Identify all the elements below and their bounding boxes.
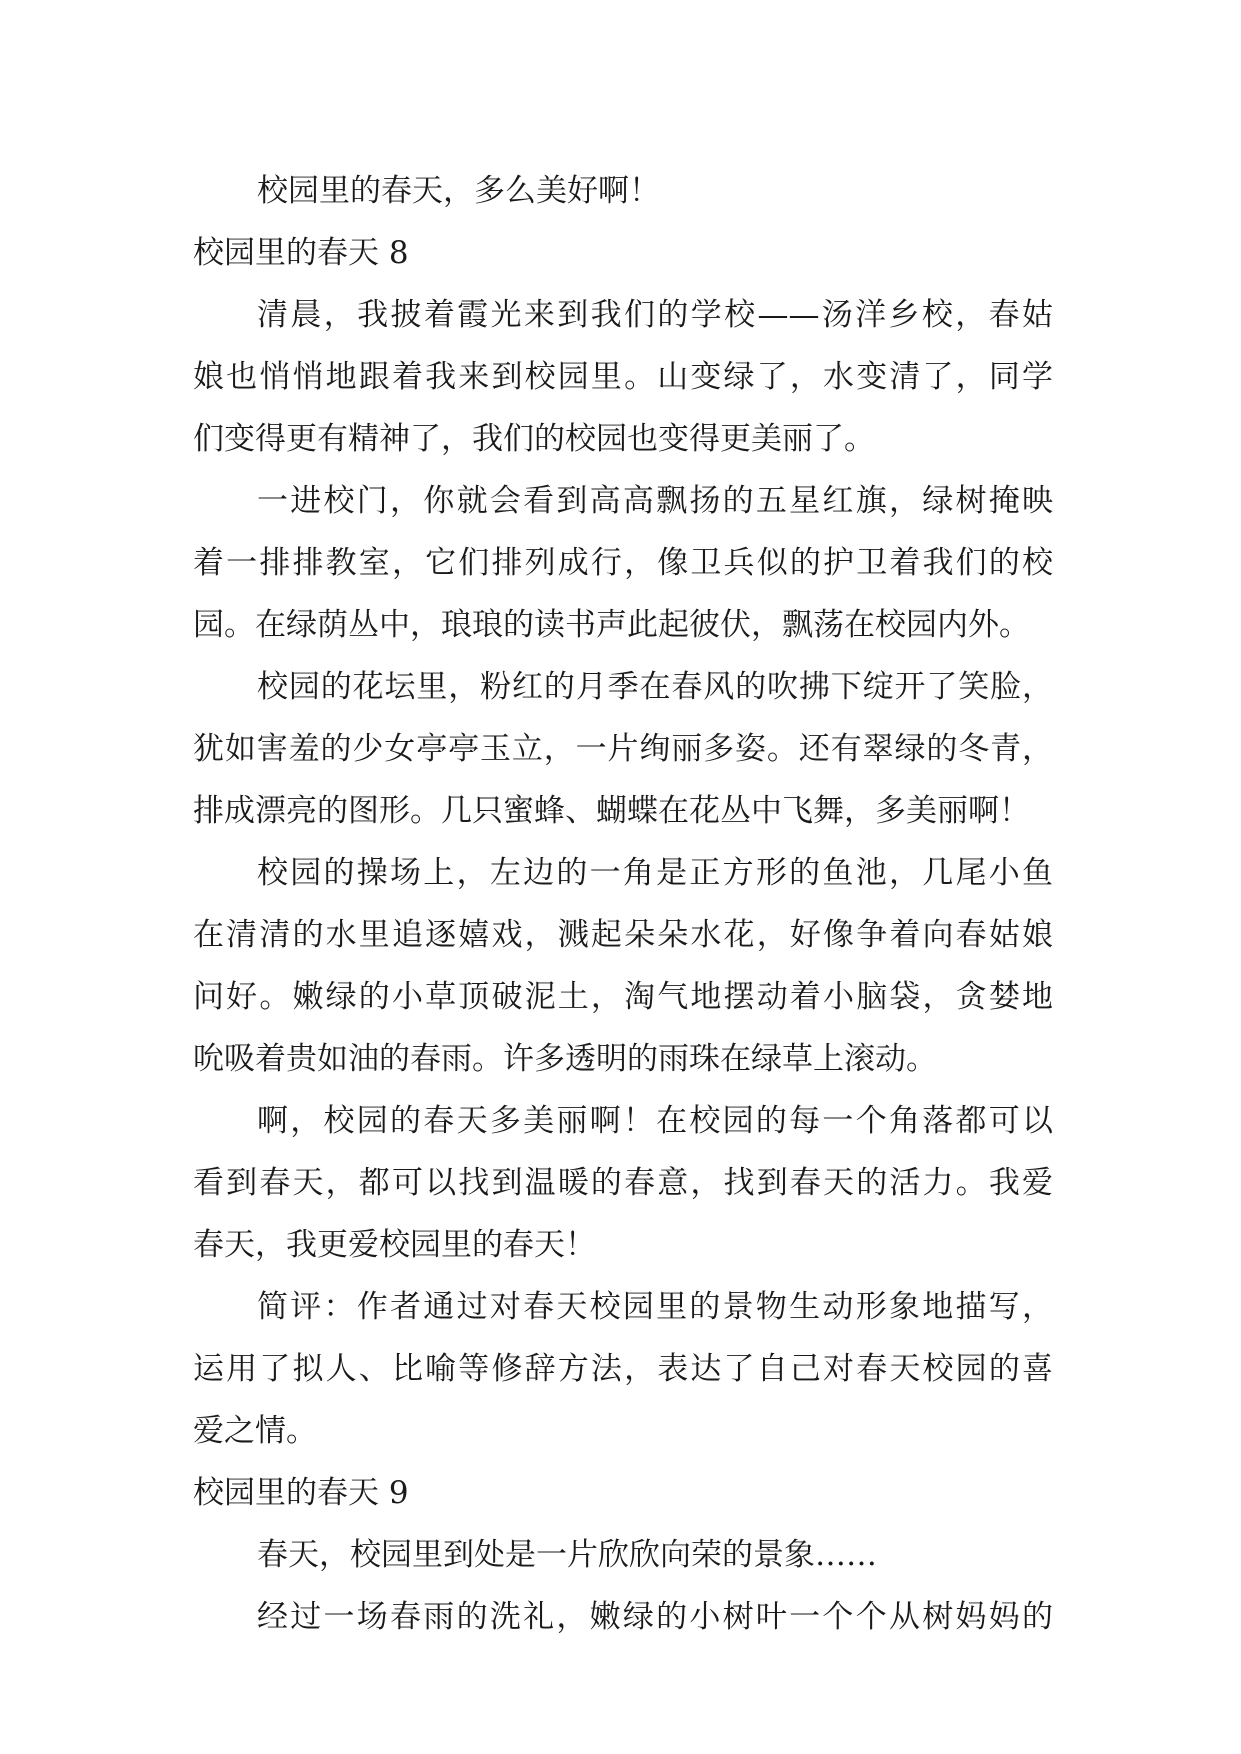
- text-line: 吮吸着贵如油的春雨。许多透明的雨珠在绿草上滚动。: [193, 1041, 937, 1077]
- text-line: 校园里的春天，多么美好啊！: [257, 173, 660, 209]
- text-line: 在清清的水里追逐嬉戏，溅起朵朵水花，好像争着向春姑娘: [193, 917, 1053, 953]
- paragraph: [193, 1586, 1053, 1648]
- text-line: 啊，校园的春天多美丽啊！在校园的每一个角落都可以: [257, 1103, 1053, 1139]
- text-line: 问好。嫩绿的小草顶破泥土，淘气地摆动着小脑袋，贪婪地: [193, 979, 1053, 1015]
- paragraph: [193, 470, 1053, 656]
- paragraph: [193, 842, 1053, 1090]
- text-line: 春天，校园里到处是一片欣欣向荣的景象……: [257, 1537, 877, 1573]
- text-line: 春天，我更爱校园里的春天！: [193, 1227, 596, 1263]
- text-line: 经过一场春雨的洗礼，嫩绿的小树叶一个个从树妈妈的: [257, 1599, 1053, 1635]
- text-line: 园。在绿荫丛中，琅琅的读书声此起彼伏，飘荡在校园内外。: [193, 607, 1030, 643]
- paragraph-closing: [193, 160, 1053, 222]
- text-line: 犹如害羞的少女亭亭玉立，一片绚丽多姿。还有翠绿的冬青，: [193, 731, 1053, 767]
- text-line: 们变得更有精神了，我们的校园也变得更美丽了。: [193, 421, 875, 457]
- text-line: 娘也悄悄地跟着我来到校园里。山变绿了，水变清了，同学: [193, 359, 1053, 395]
- text-line: 看到春天，都可以找到温暖的春意，找到春天的活力。我爱: [193, 1165, 1053, 1201]
- paragraph: [193, 284, 1053, 470]
- text-line: 爱之情。: [193, 1413, 317, 1449]
- section-heading: 校园里的春天 8: [193, 235, 409, 271]
- text-line: 简评：作者通过对春天校园里的景物生动形象地描写，: [257, 1289, 1053, 1325]
- document-page: [193, 160, 1053, 1648]
- paragraph: [193, 1090, 1053, 1276]
- text-line: 校园的操场上，左边的一角是正方形的鱼池，几尾小鱼: [257, 855, 1053, 891]
- text-line: 着一排排教室，它们排列成行，像卫兵似的护卫着我们的校: [193, 545, 1053, 581]
- text-line: 排成漂亮的图形。几只蜜蜂、蝴蝶在花丛中飞舞，多美丽啊！: [193, 793, 1030, 829]
- section-heading: 校园里的春天 9: [193, 1475, 409, 1511]
- paragraph-review: [193, 1276, 1053, 1462]
- text-line: 清晨，我披着霞光来到我们的学校——汤洋乡校，春姑: [257, 297, 1053, 333]
- text-line: 运用了拟人、比喻等修辞方法，表达了自己对春天校园的喜: [193, 1351, 1053, 1387]
- paragraph: [193, 656, 1053, 842]
- text-line: 一进校门，你就会看到高高飘扬的五星红旗，绿树掩映: [257, 483, 1053, 519]
- text-line: 校园的花坛里，粉红的月季在春风的吹拂下绽开了笑脸，: [257, 669, 1053, 705]
- paragraph: [193, 1524, 1053, 1586]
